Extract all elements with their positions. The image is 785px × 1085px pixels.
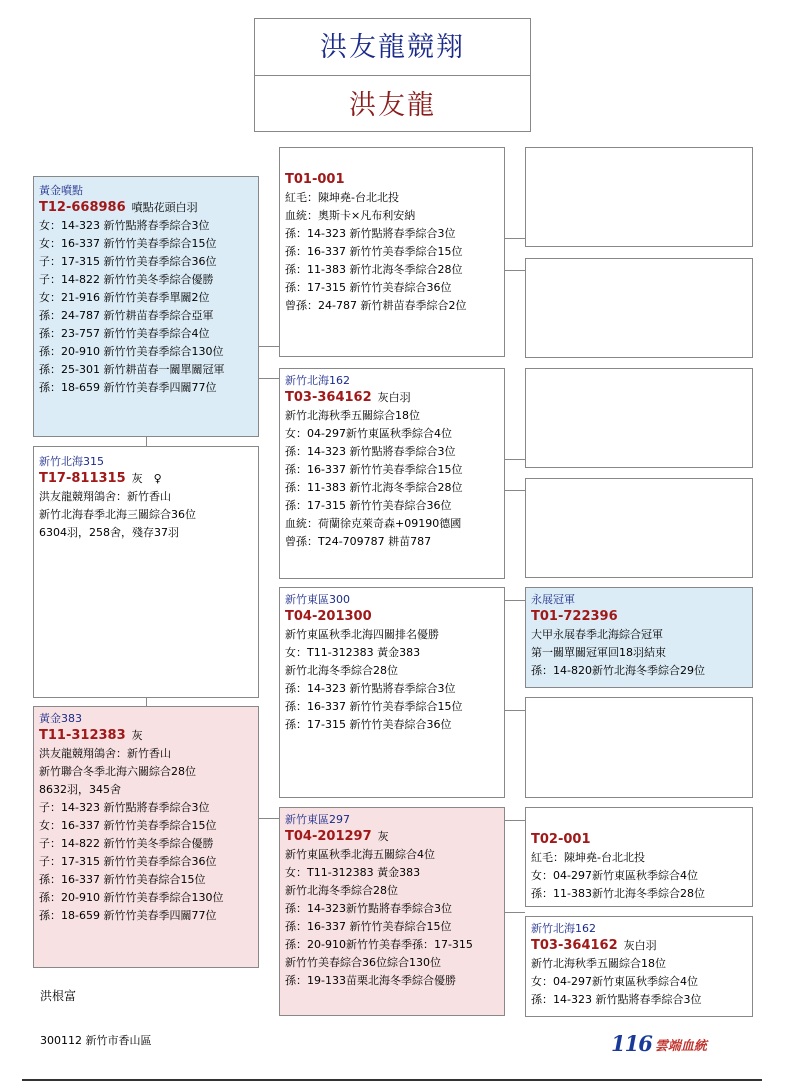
bottom-divider bbox=[22, 1079, 762, 1081]
achievement-line: 孫：14-323 新竹點將春季綜合3位 bbox=[285, 227, 456, 240]
ring-number bbox=[285, 827, 499, 846]
dam-card bbox=[33, 706, 259, 968]
achievement-line: 孫：14-323 新竹點將春季綜合3位 bbox=[285, 445, 456, 458]
achievement-line: 女：T11-312383 黃金383 bbox=[285, 646, 421, 659]
achievement-line: 孫：16-337 新竹竹美春季綜合15位 bbox=[285, 700, 463, 713]
achievement-line: 孫：14-820新竹北海冬季綜合29位 bbox=[531, 664, 705, 677]
ring-number bbox=[285, 607, 499, 626]
pigeon-nickname: 永展冠軍 bbox=[531, 593, 575, 606]
achievement-line: 孫：19-133苗栗北海冬季綜合優勝 bbox=[285, 974, 456, 987]
card-content bbox=[280, 369, 504, 551]
achievement-line: 孫：14-323新竹點將春季綜合3位 bbox=[285, 902, 452, 915]
achievement-line: 孫：25-301 新竹耕苗春一關單關冠軍 bbox=[39, 363, 225, 376]
connector bbox=[505, 820, 525, 821]
achievement-line: 女：21-916 新竹竹美春季單關2位 bbox=[39, 291, 210, 304]
pigeon-color: 灰 bbox=[131, 729, 143, 742]
card-content bbox=[280, 808, 504, 990]
connector bbox=[505, 710, 525, 711]
achievement-line: 曾孫：24-787 新竹耕苗春季綜合2位 bbox=[285, 299, 467, 312]
dam-sire-sire-card bbox=[525, 587, 753, 688]
ring-number bbox=[531, 830, 747, 849]
connector bbox=[259, 346, 279, 347]
connector bbox=[146, 437, 147, 446]
dam-dam-card bbox=[279, 807, 505, 1016]
ring-number-text: T01-722396 bbox=[531, 609, 618, 624]
ring-number bbox=[531, 936, 747, 955]
achievement-line: 紅毛：陳坤堯-台北北投 bbox=[531, 851, 645, 864]
achievement-line: 新竹東區秋季北海五關綜合4位 bbox=[285, 848, 435, 861]
achievement-line: 女：04-297新竹東區秋季綜合4位 bbox=[285, 427, 452, 440]
achievement-line: 孫：17-315 新竹竹美春綜合36位 bbox=[285, 281, 452, 294]
connector bbox=[505, 238, 525, 239]
pigeon-nickname: 新竹北海162 bbox=[531, 922, 596, 935]
pigeon-nickname: 黃金383 bbox=[39, 712, 82, 725]
achievement-line: 新竹北海秋季五關綜合18位 bbox=[285, 409, 420, 422]
card-content bbox=[526, 588, 752, 680]
card-content bbox=[280, 588, 504, 734]
achievement-line: 孫：16-337 新竹竹美春季綜合15位 bbox=[285, 245, 463, 258]
dam-sire-card bbox=[279, 587, 505, 798]
pigeon-nickname: 黃金噴點 bbox=[39, 184, 83, 197]
achievement-line: 孫：20-910新竹竹美春季孫：17-315 bbox=[285, 938, 473, 951]
connector bbox=[505, 270, 525, 271]
ring-number-text: T01-001 bbox=[285, 172, 345, 187]
card-content bbox=[34, 177, 258, 397]
ring-number bbox=[285, 170, 499, 189]
ring-number bbox=[39, 726, 253, 745]
achievement-line: 新竹聯合冬季北海六關綜合28位 bbox=[39, 765, 196, 778]
loft-name: 洪友龍競翔 bbox=[255, 19, 530, 76]
connector bbox=[259, 818, 279, 819]
pigeon-color: 灰白羽 bbox=[623, 939, 657, 952]
breeder-name: 洪根富 bbox=[40, 989, 77, 1003]
gen3-empty-2 bbox=[525, 258, 753, 358]
achievement-line: 6304羽，258舍，殘存37羽 bbox=[39, 526, 179, 539]
achievement-line: 大甲永展春季北海綜合冠軍 bbox=[531, 628, 663, 641]
pedigree-title-box bbox=[254, 18, 531, 132]
ring-number bbox=[39, 469, 253, 488]
gen3-empty-3 bbox=[525, 368, 753, 468]
achievement-line: 新竹北海冬季綜合28位 bbox=[285, 664, 398, 677]
achievement-line: 紅毛：陳坤堯-台北北投 bbox=[285, 191, 399, 204]
achievement-line: 孫：18-659 新竹竹美春季四關77位 bbox=[39, 909, 217, 922]
cloud-pedigree-logo: 116 雲端血統 bbox=[611, 1031, 707, 1056]
achievement-line: 孫：18-659 新竹竹美春季四關77位 bbox=[39, 381, 217, 394]
achievement-line: 女：T11-312383 黃金383 bbox=[285, 866, 421, 879]
ring-number-text: T11-312383 bbox=[39, 728, 126, 743]
pigeon-nickname: 新竹東區297 bbox=[285, 813, 350, 826]
achievement-line: 女：04-297新竹東區秋季綜合4位 bbox=[531, 869, 698, 882]
dam-dam-dam-card bbox=[525, 916, 753, 1017]
connector bbox=[259, 378, 279, 379]
achievement-line: 子：14-822 新竹竹美冬季綜合優勝 bbox=[39, 273, 214, 286]
gen3-empty-5 bbox=[525, 697, 753, 798]
achievement-line: 孫：16-337 新竹竹美春綜合15位 bbox=[39, 873, 206, 886]
pigeon-nickname: 新竹北海315 bbox=[39, 455, 104, 468]
achievement-line: 女：14-323 新竹點將春季綜合3位 bbox=[39, 219, 210, 232]
ring-number bbox=[39, 198, 253, 217]
ring-number-text: T02-001 bbox=[531, 832, 591, 847]
gen3-empty-1 bbox=[525, 147, 753, 247]
achievement-line: 孫：14-323 新竹點將春季綜合3位 bbox=[531, 993, 702, 1006]
achievement-line: 孫：14-323 新竹點將春季綜合3位 bbox=[285, 682, 456, 695]
achievement-line: 8632羽，345舍 bbox=[39, 783, 121, 796]
ring-number-text: T17-811315 bbox=[39, 471, 126, 486]
achievement-line: 新竹竹美春綜合36位綜合130位 bbox=[285, 956, 441, 969]
achievement-line: 子：17-315 新竹竹美春季綜合36位 bbox=[39, 255, 217, 268]
achievement-line: 子：17-315 新竹竹美春季綜合36位 bbox=[39, 855, 217, 868]
sire-sire-card bbox=[279, 147, 505, 357]
achievement-line: 女：04-297新竹東區秋季綜合4位 bbox=[531, 975, 698, 988]
card-content bbox=[34, 707, 258, 925]
connector bbox=[505, 600, 525, 601]
pigeon-color: 灰 bbox=[377, 830, 389, 843]
ring-number-text: T04-201300 bbox=[285, 609, 372, 624]
ring-number-text: T03-364162 bbox=[531, 938, 618, 953]
achievement-line: 洪友龍競翔鴿舍：新竹香山 bbox=[39, 490, 171, 503]
achievement-line: 孫：11-383 新竹北海冬季綜合28位 bbox=[285, 263, 463, 276]
achievement-line: 孫：23-757 新竹竹美春季綜合4位 bbox=[39, 327, 210, 340]
achievement-line: 新竹北海春季北海三關綜合36位 bbox=[39, 508, 196, 521]
achievement-line: 孫：24-787 新竹耕苗春季綜合亞軍 bbox=[39, 309, 214, 322]
card-content bbox=[280, 148, 504, 315]
achievement-line: 子：14-822 新竹竹美冬季綜合優勝 bbox=[39, 837, 214, 850]
achievement-line: 孫：11-383 新竹北海冬季綜合28位 bbox=[285, 481, 463, 494]
sire-dam-card bbox=[279, 368, 505, 579]
achievement-line: 新竹北海秋季五關綜合18位 bbox=[531, 957, 666, 970]
connector bbox=[505, 459, 525, 460]
achievement-line: 洪友龍競翔鴿舍：新竹香山 bbox=[39, 747, 171, 760]
connector bbox=[146, 698, 147, 706]
achievement-line: 孫：16-337 新竹竹美春季綜合15位 bbox=[285, 463, 463, 476]
achievement-line: 曾孫：T24-709787 耕苗787 bbox=[285, 535, 432, 548]
dam-dam-sire-card bbox=[525, 807, 753, 907]
pigeon-color: 灰白羽 bbox=[377, 391, 411, 404]
achievement-line: 子：14-323 新竹點將春季綜合3位 bbox=[39, 801, 210, 814]
ring-number-text: T03-364162 bbox=[285, 390, 372, 405]
achievement-line: 女：16-337 新竹竹美春季綜合15位 bbox=[39, 237, 217, 250]
card-content bbox=[526, 917, 752, 1009]
connector bbox=[505, 912, 525, 913]
ring-number-text: T12-668986 bbox=[39, 200, 126, 215]
achievement-line: 血統：荷蘭徐克萊奇森+09190德國 bbox=[285, 517, 462, 530]
pigeon-nickname: 新竹東區300 bbox=[285, 593, 350, 606]
achievement-line: 女：16-337 新竹竹美春季綜合15位 bbox=[39, 819, 217, 832]
achievement-line: 孫：16-337 新竹竹美春綜合15位 bbox=[285, 920, 452, 933]
ring-number-text: T04-201297 bbox=[285, 829, 372, 844]
achievement-line: 孫：20-910 新竹竹美春季綜合130位 bbox=[39, 891, 224, 904]
sire-card bbox=[33, 176, 259, 437]
achievement-line: 血統：奧斯卡×凡布利安納 bbox=[285, 209, 416, 222]
achievement-line: 新竹東區秋季北海四關排名優勝 bbox=[285, 628, 439, 641]
ring-number bbox=[531, 607, 747, 626]
achievement-line: 孫：17-315 新竹竹美春綜合36位 bbox=[285, 718, 452, 731]
achievement-line: 孫：20-910 新竹竹美春季綜合130位 bbox=[39, 345, 224, 358]
connector bbox=[505, 490, 525, 491]
gen3-empty-4 bbox=[525, 478, 753, 578]
achievement-line: 新竹北海冬季綜合28位 bbox=[285, 884, 398, 897]
breeder-address: 300112 新竹市香山區 bbox=[40, 1034, 152, 1047]
achievement-line: 孫：17-315 新竹竹美春綜合36位 bbox=[285, 499, 452, 512]
card-content bbox=[34, 447, 258, 542]
pigeon-nickname: 新竹北海162 bbox=[285, 374, 350, 387]
pigeon-color: 噴點花頭白羽 bbox=[131, 201, 198, 214]
ring-number bbox=[285, 388, 499, 407]
pigeon-color: 灰 ♀ bbox=[131, 472, 162, 485]
card-content bbox=[526, 808, 752, 903]
achievement-line: 第一關單關冠軍回18羽結束 bbox=[531, 646, 666, 659]
achievement-line: 孫：11-383新竹北海冬季綜合28位 bbox=[531, 887, 705, 900]
subject-card bbox=[33, 446, 259, 698]
owner-name: 洪友龍 bbox=[349, 90, 436, 121]
